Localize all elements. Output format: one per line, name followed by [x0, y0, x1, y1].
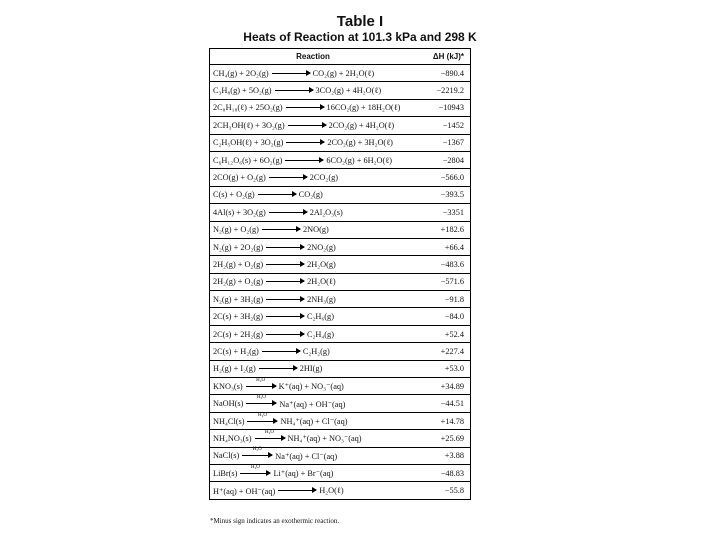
reaction-cell	[210, 295, 416, 304]
table-row	[210, 326, 470, 343]
reactants: C(s) + O₂(g)	[213, 190, 255, 200]
reaction-arrow-icon	[242, 447, 272, 456]
reaction-cell	[210, 312, 416, 321]
reactants: H₂(g) + I₂(g)	[213, 364, 256, 374]
delta-h-value: +227.4	[440, 346, 464, 356]
reactants: NaCl(s)	[213, 451, 240, 461]
reaction-cell	[210, 429, 416, 444]
table-row	[210, 222, 470, 239]
reaction-cell	[210, 208, 416, 217]
table-row	[210, 482, 470, 498]
reaction-cell	[210, 277, 416, 286]
reaction-cell	[210, 121, 416, 130]
delta-h-value: −48.83	[440, 468, 464, 478]
reactants: CH₄(g) + 2O₂(g)	[213, 68, 269, 78]
table-subtitle: Heats of Reaction at 101.3 kPa and 298 K	[243, 30, 477, 44]
reaction-arrow-icon	[272, 73, 310, 74]
reactants: NaOH(s)	[213, 399, 244, 409]
table-row	[210, 187, 470, 204]
table-row	[210, 65, 470, 82]
table-row	[210, 239, 470, 256]
reaction-arrow-icon	[266, 247, 304, 248]
table-title: Table I	[336, 13, 384, 30]
reaction-arrow-icon	[266, 264, 304, 265]
reactants: H⁺(aq) + OH⁻(aq)	[213, 486, 276, 496]
reaction-arrow-icon	[266, 316, 304, 317]
table-row	[210, 395, 470, 412]
arrow-condition: H₂O	[256, 395, 266, 401]
products: H₂O(ℓ)	[319, 486, 344, 496]
reaction-cell	[210, 69, 416, 78]
reactants: 2C(s) + 3H₂(g)	[213, 312, 263, 322]
table-row	[210, 204, 470, 221]
delta-h-value: −890.4	[440, 68, 464, 78]
products: CO₂(g)	[298, 190, 323, 200]
products: 2CO₂(g)	[309, 173, 338, 183]
reaction-arrow-icon	[269, 212, 307, 213]
table-row	[210, 82, 470, 99]
delta-h-value: −1452	[442, 120, 464, 130]
reactants: 2CO(g) + O₂(g)	[213, 173, 266, 183]
reactants: KNO₃(s)	[213, 381, 243, 391]
reaction-arrow-icon	[262, 229, 300, 230]
products: 16CO₂(g) + 18H₂O(ℓ)	[326, 103, 401, 113]
products: 2HI(g)	[299, 364, 323, 374]
reaction-cell	[210, 190, 416, 199]
products: C₂H₄(g)	[306, 329, 334, 339]
table-row	[210, 100, 470, 117]
footnote: *Minus sign indicates an exothermic reaction.	[210, 517, 340, 525]
reactants: 2C(s) + 2H₂(g)	[213, 329, 263, 339]
reactants: C₂H₅OH(ℓ) + 3O₂(g)	[213, 138, 284, 148]
table-row	[210, 274, 470, 291]
products: 2Al₂O₃(s)	[309, 207, 343, 217]
reaction-arrow-icon	[285, 160, 323, 161]
products: Na⁺(aq) + OH⁻(aq)	[279, 399, 346, 409]
delta-h-value: +53.0	[444, 364, 464, 374]
delta-h-value: +66.4	[444, 242, 464, 252]
reactants: NH₄NO₃(s)	[213, 433, 252, 443]
reaction-cell	[210, 395, 416, 409]
reaction-arrow-icon	[240, 464, 270, 474]
reaction-cell	[210, 173, 416, 182]
arrow-condition: H₂O	[252, 447, 262, 453]
reactants: 4Al(s) + 3O₂(g)	[213, 207, 266, 217]
table-row	[210, 169, 470, 186]
delta-h-value: −571.6	[440, 277, 464, 287]
products: 2NO₂(g)	[307, 242, 336, 252]
reaction-arrow-icon	[247, 412, 277, 422]
products: CO₂(g) + 2H₂O(ℓ)	[312, 68, 375, 78]
delta-h-value: −483.6	[440, 259, 464, 269]
reaction-cell	[210, 364, 416, 373]
arrow-condition: H₂O	[265, 429, 274, 435]
delta-h-value: +25.69	[440, 433, 464, 443]
delta-h-value: −55.8	[444, 486, 464, 496]
delta-h-value: +14.78	[440, 416, 464, 426]
products: 2H₂O(g)	[307, 259, 336, 269]
reactants: LiBr(s)	[213, 468, 238, 478]
delta-h-value: −566.0	[440, 173, 464, 183]
reaction-arrow-icon	[258, 194, 296, 195]
reaction-arrow-icon	[259, 368, 297, 369]
table-row	[210, 291, 470, 308]
reaction-arrow-icon	[262, 351, 300, 352]
delta-h-value: −44.51	[440, 399, 464, 409]
reactants: 2C₈H₁₈(ℓ) + 25O₂(g)	[213, 103, 283, 113]
delta-h-value: −84.0	[444, 312, 464, 322]
reactants: C₆H₁₂O₆(s) + 6O₂(g)	[213, 155, 283, 165]
delta-h-column-header: ΔH (kJ)*	[432, 52, 464, 61]
products: K⁺(aq) + NO₃⁻(aq)	[278, 382, 344, 392]
products: C₂H₂(g)	[302, 346, 330, 356]
arrow-condition: H₂O	[258, 412, 267, 418]
reaction-cell	[210, 86, 416, 95]
products: NH₄⁺(aq) + Cl⁻(aq)	[280, 417, 348, 426]
table-body	[210, 65, 470, 499]
reaction-cell	[210, 156, 416, 165]
delta-h-value: −3351	[442, 207, 464, 217]
reaction-arrow-icon	[278, 490, 316, 491]
table-row	[210, 448, 470, 465]
reaction-arrow-icon	[266, 281, 304, 282]
table-row	[210, 343, 470, 360]
products: 2NH₃(g)	[307, 294, 336, 304]
delta-h-value: −91.8	[444, 294, 464, 304]
reaction-cell	[210, 243, 416, 252]
table-row	[210, 308, 470, 325]
delta-h-value: +182.6	[440, 225, 464, 235]
reactants: 2H₂(g) + O₂(g)	[213, 277, 264, 287]
arrow-condition: H₂O	[250, 464, 260, 470]
table-row	[210, 361, 470, 378]
reaction-arrow-icon	[266, 334, 304, 335]
products: Li⁺(aq) + Br⁻(aq)	[273, 469, 334, 479]
reaction-cell	[210, 103, 416, 112]
reactants: N₂(g) + 3H₂(g)	[213, 294, 264, 304]
reaction-arrow-icon	[246, 377, 276, 387]
table-row	[210, 152, 470, 169]
reactants: 2CH₃OH(ℓ) + 3O₂(g)	[213, 120, 285, 130]
products: 2CO₂(g) + 3H₂O(ℓ)	[327, 138, 393, 148]
products: NH₄⁺(aq) + NO₃⁻(aq)	[287, 434, 362, 444]
reaction-arrow-icon	[275, 90, 313, 91]
reaction-cell	[210, 347, 416, 356]
reactants: 2C(s) + H₂(g)	[213, 346, 259, 356]
reaction-cell	[210, 412, 416, 426]
table-row	[210, 465, 470, 482]
products: 2H₂O(ℓ)	[307, 277, 336, 287]
reaction-cell	[210, 464, 416, 479]
reaction-arrow-icon	[288, 125, 326, 126]
products: Na⁺(aq) + Cl⁻(aq)	[275, 451, 338, 461]
reactants: N₂(g) + 2O₂(g)	[213, 242, 264, 252]
reaction-arrow-icon	[266, 299, 304, 300]
reaction-arrow-icon	[286, 107, 324, 108]
products: 6CO₂(g) + 6H₂O(ℓ)	[326, 155, 392, 165]
reaction-cell	[210, 377, 416, 392]
reactants: NH₄Cl(s)	[213, 416, 245, 426]
delta-h-value: +52.4	[444, 329, 464, 339]
reactants: 2H₂(g) + O₂(g)	[213, 259, 264, 269]
reaction-column-header: Reaction	[296, 52, 330, 61]
reaction-cell	[210, 138, 416, 147]
delta-h-value: −2219.2	[436, 86, 464, 96]
reaction-cell	[210, 486, 416, 496]
heats-of-reaction-table	[209, 48, 471, 500]
delta-h-value: −10943	[438, 103, 464, 113]
reaction-arrow-icon	[255, 429, 285, 439]
products: 2NO(g)	[302, 225, 329, 235]
delta-h-value: −1367	[442, 138, 464, 148]
table-row	[210, 430, 470, 447]
table-header-row	[210, 49, 470, 65]
reaction-arrow-icon	[246, 395, 276, 404]
reaction-cell	[210, 260, 416, 269]
reactants: N₂(g) + O₂(g)	[213, 225, 259, 235]
delta-h-value: −393.5	[440, 190, 464, 200]
reactants: C₃H₈(g) + 5O₂(g)	[213, 86, 272, 96]
reaction-arrow-icon	[286, 142, 324, 143]
arrow-condition: H₂O	[256, 377, 266, 383]
products: 2CO₂(g) + 4H₂O(ℓ)	[328, 120, 395, 130]
products: 3CO₂(g) + 4H₂O(ℓ)	[315, 86, 382, 96]
reaction-cell	[210, 330, 416, 339]
delta-h-value: +34.89	[440, 381, 464, 391]
reaction-cell	[210, 225, 416, 234]
delta-h-value: +3.88	[444, 451, 464, 461]
table-row	[210, 378, 470, 395]
products: C₂H₆(g)	[306, 312, 334, 322]
table-row	[210, 135, 470, 152]
table-row	[210, 256, 470, 273]
reaction-cell	[210, 447, 416, 461]
delta-h-value: −2804	[442, 155, 464, 165]
table-row	[210, 117, 470, 134]
table-row	[210, 413, 470, 430]
reaction-arrow-icon	[269, 177, 307, 178]
